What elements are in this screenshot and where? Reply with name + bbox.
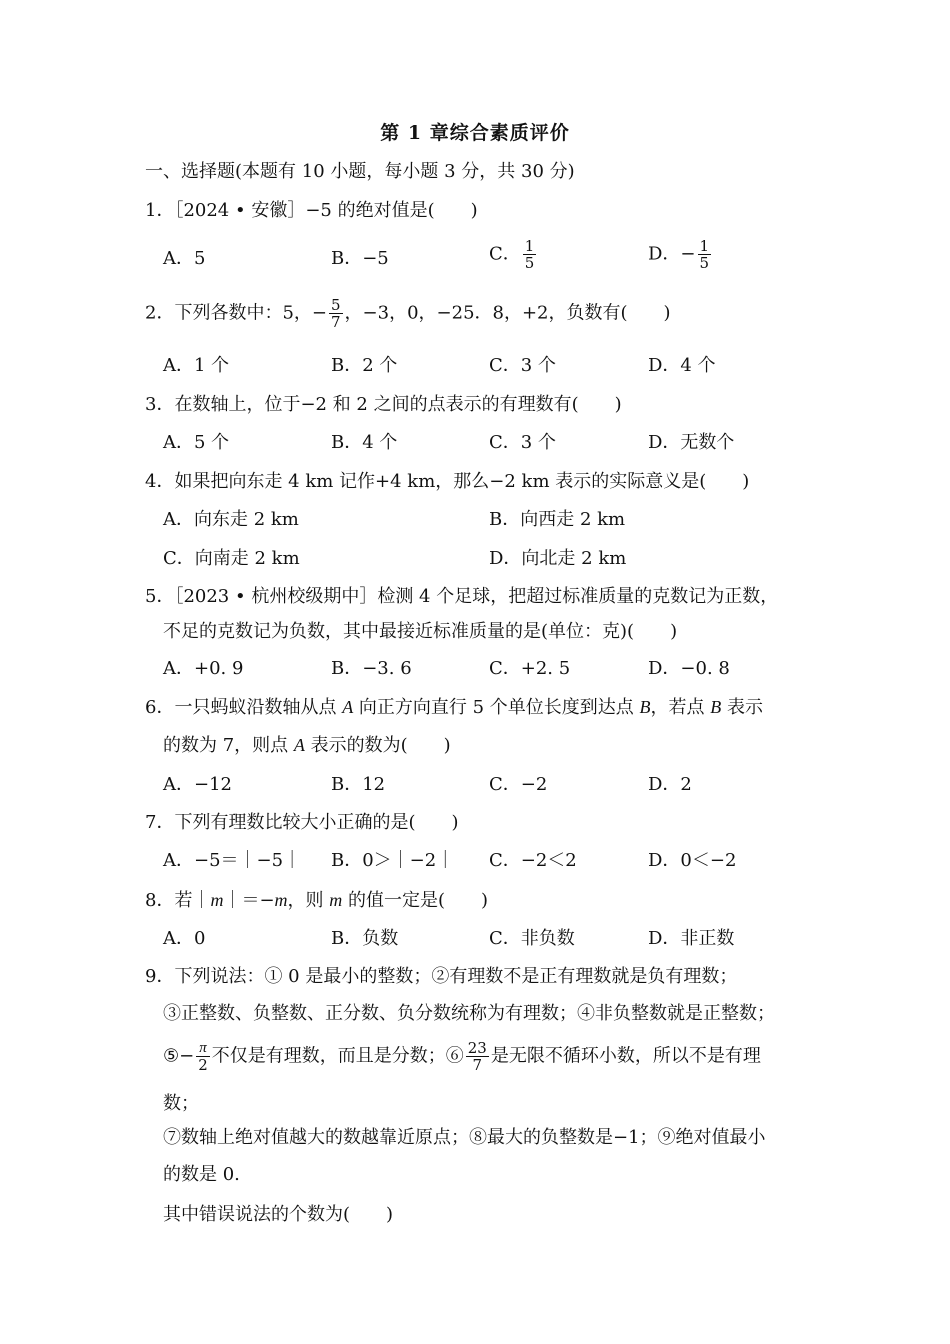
q5-option-c: C．+2. 5 — [489, 658, 571, 679]
q6-option-b: B．12 — [331, 774, 386, 795]
q6-option-a: A．−12 — [163, 774, 232, 795]
q7-option-a: A．−5＝｜−5｜ — [163, 850, 302, 871]
question-7-stem: 7．下列有理数比较大小正确的是( ) — [145, 812, 459, 833]
fraction: $\frac{5}{7}$ — [331, 296, 341, 331]
question-2-stem: 2．下列各数中：5，− $\frac{5}{7}$ ，−3，0，−25．8，+2，负数有( ) — [145, 296, 671, 331]
q5-option-d: D．−0. 8 — [648, 658, 730, 679]
q8-option-c: C．非负数 — [489, 928, 575, 949]
q2-option-c: C．3 个 — [489, 355, 556, 376]
page-title: 第 1 章综合素质评价 — [380, 122, 570, 144]
q2-option-a: A．1 个 — [163, 355, 230, 376]
q3-option-d: D．无数个 — [648, 432, 735, 453]
question-5-stem-line1: 5．［2023 • 杭州校级期中］检测 4 个足球，把超过标准质量的克数记为正数， — [145, 586, 779, 607]
question-6-stem-line1: 6．一只蚂蚁沿数轴从点 A 向正方向直行 5 个单位长度到达点 B，若点 B 表示 — [145, 697, 763, 718]
q6-option-d: D．2 — [648, 774, 692, 795]
q1-option-a: A．5 — [163, 248, 206, 269]
q1-option-b: B．−5 — [331, 248, 389, 269]
q7-option-d: D．0＜−2 — [648, 850, 737, 871]
q7-option-c: C．−2＜2 — [489, 850, 577, 871]
q1-option-c: C． $\frac{1}{5}$ — [489, 237, 535, 272]
fraction: $\frac{1}{5}$ — [524, 237, 535, 272]
q8-option-a: A．0 — [163, 928, 206, 949]
question-9-line2: ③正整数、负整数、正分数、负分数统称为有理数；④非负整数就是正整数； — [163, 1003, 775, 1024]
q8-option-d: D．非正数 — [648, 928, 735, 949]
question-9-line5: ⑦数轴上绝对值越大的数越靠近原点；⑧最大的负整数是−1；⑨绝对值最小 — [163, 1127, 766, 1148]
question-9-line7: 其中错误说法的个数为( ) — [163, 1204, 394, 1225]
q8-option-b: B．负数 — [331, 928, 399, 949]
q2-option-d: D．4 个 — [648, 355, 716, 376]
question-9-line1: 9．下列说法：① 0 是最小的整数；②有理数不是正有理数就是负有理数； — [145, 966, 738, 987]
question-8-stem: 8．若｜m｜＝−m，则 m 的值一定是( ) — [145, 890, 489, 911]
question-4-stem: 4．如果把向东走 4 km 记作+4 km，那么−2 km 表示的实际意义是( ) — [145, 471, 750, 492]
q5-option-b: B．−3. 6 — [331, 658, 412, 679]
section-heading: 一、选择题(本题有 10 小题，每小题 3 分，共 30 分) — [145, 161, 575, 182]
question-9-line4: 数； — [163, 1093, 199, 1114]
q4-option-a: A．向东走 2 km — [163, 509, 299, 530]
q4-option-b: B．向西走 2 km — [489, 509, 626, 530]
fraction: $\frac{23}{7}$ — [467, 1039, 487, 1074]
question-1-stem: 1．［2024 • 安徽］−5 的绝对值是( ) — [145, 200, 478, 221]
fraction: $\frac{1}{5}$ — [699, 237, 710, 272]
q3-option-a: A．5 个 — [163, 432, 230, 453]
q7-option-b: B．0＞｜−2｜ — [331, 850, 455, 871]
question-6-stem-line2: 的数为 7，则点 A 表示的数为( ) — [163, 735, 451, 756]
question-3-stem: 3．在数轴上，位于−2 和 2 之间的点表示的有理数有( ) — [145, 394, 622, 415]
q1-option-d: D．− $\frac{1}{5}$ — [648, 237, 710, 272]
q3-option-b: B．4 个 — [331, 432, 398, 453]
fraction: $\frac{\pi}{2}$ — [198, 1040, 208, 1074]
q3-option-c: C．3 个 — [489, 432, 556, 453]
q4-option-d: D．向北走 2 km — [489, 548, 627, 569]
q4-option-c: C．向南走 2 km — [163, 548, 300, 569]
question-9-line6: 的数是 0. — [163, 1164, 240, 1185]
q5-option-a: A．+0. 9 — [163, 658, 244, 679]
question-9-line3: ⑤− $\frac{\pi}{2}$ 不仅是有理数，而且是分数；⑥ $\frac{23}{7}$ 是无限不循环小数，所以不是有理 — [163, 1039, 761, 1074]
question-5-stem-line2: 不足的克数记为负数，其中最接近标准质量的是(单位：克)( ) — [163, 621, 678, 642]
q2-option-b: B．2 个 — [331, 355, 398, 376]
q6-option-c: C．−2 — [489, 774, 548, 795]
